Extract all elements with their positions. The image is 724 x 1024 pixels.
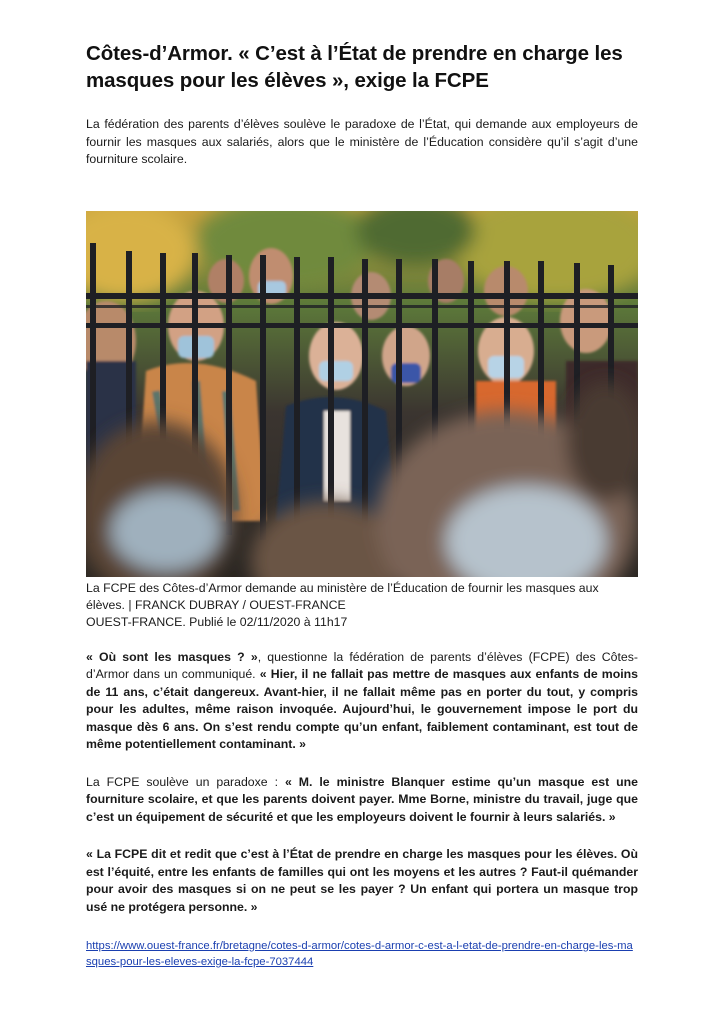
- paragraph-3-quote: « La FCPE dit et redit que c’est à l’État de prendre en charge les masques pour les élèves. Où est l’équité, entre les enfants de familles qui ont les moyens et les autres ? Faut-il quémander pour avoir des masques si on ne peut se les payer ? Un enfant qui portera un masque trop usé ne protégera personne. »: [86, 847, 638, 914]
- caption-text: La FCPE des Côtes-d’Armor demande au ministère de l’Éducation de fournir les masques aux élèves. | FRANCK DUBRAY / OUEST-FRANCE: [86, 580, 599, 612]
- paragraph-2: [86, 774, 638, 827]
- article-title: Côtes-d’Armor. « C’est à l’État de prendre en charge les masques pour les élèves », exige la FCPE: [86, 42, 623, 92]
- article-lead: La fédération des parents d’élèves soulève le paradoxe de l’État, qui demande aux employeurs de fournir les masques aux salariés, alors que le ministère de l’Éducation considère qu’il s’agit d’une fourniture scolaire.: [86, 117, 638, 166]
- quote-main: « Hier, il ne fallait pas mettre de masques aux enfants de moins de 11 ans, c’était dangereux. Avant-hier, il ne fallait même pas en porter du tout, y compris pour les adultes, même raison invoquée. Aujourd’hui, le gouvernement impose le port du masque dès 6 ans. On s’est rendu compte qu’un enfant, faiblement contaminant, est tout de même potentiellement contaminant. »: [86, 667, 639, 751]
- paragraph-3: [86, 846, 638, 916]
- quote-open: « Où sont les masques ? »: [86, 649, 258, 664]
- article: [86, 40, 638, 970]
- photo-caption: [86, 580, 638, 631]
- paragraph-1: [86, 649, 638, 754]
- source-link[interactable]: https://www.ouest-france.fr/bretagne/cotes-d-armor/cotes-d-armor-c-est-a-l-etat-de-prendre-en-charge-les-masques-pour-les-eleves-exige-la-fcpe-7037444: [86, 940, 633, 968]
- paragraph-2-text: La FCPE soulève un paradoxe :: [86, 774, 285, 789]
- crowd-behind-school-gate-icon: [86, 211, 638, 577]
- paragraph-1-text: , questionne la fédération de parents d’élèves (FCPE) des Côtes-d’Armor dans un communiqué.: [86, 649, 638, 681]
- article-photo: [86, 211, 638, 577]
- paragraph-2-quote: « M. le ministre Blanquer estime qu’un masque est une fourniture scolaire, et que les parents doivent payer. Mme Borne, ministre du travail, juge que c’est un équipement de sécurité et que les employeurs doivent le fournir à leurs salariés. »: [86, 774, 638, 824]
- publication-date: OUEST-FRANCE. Publié le 02/11/2020 à 11h17: [86, 614, 348, 629]
